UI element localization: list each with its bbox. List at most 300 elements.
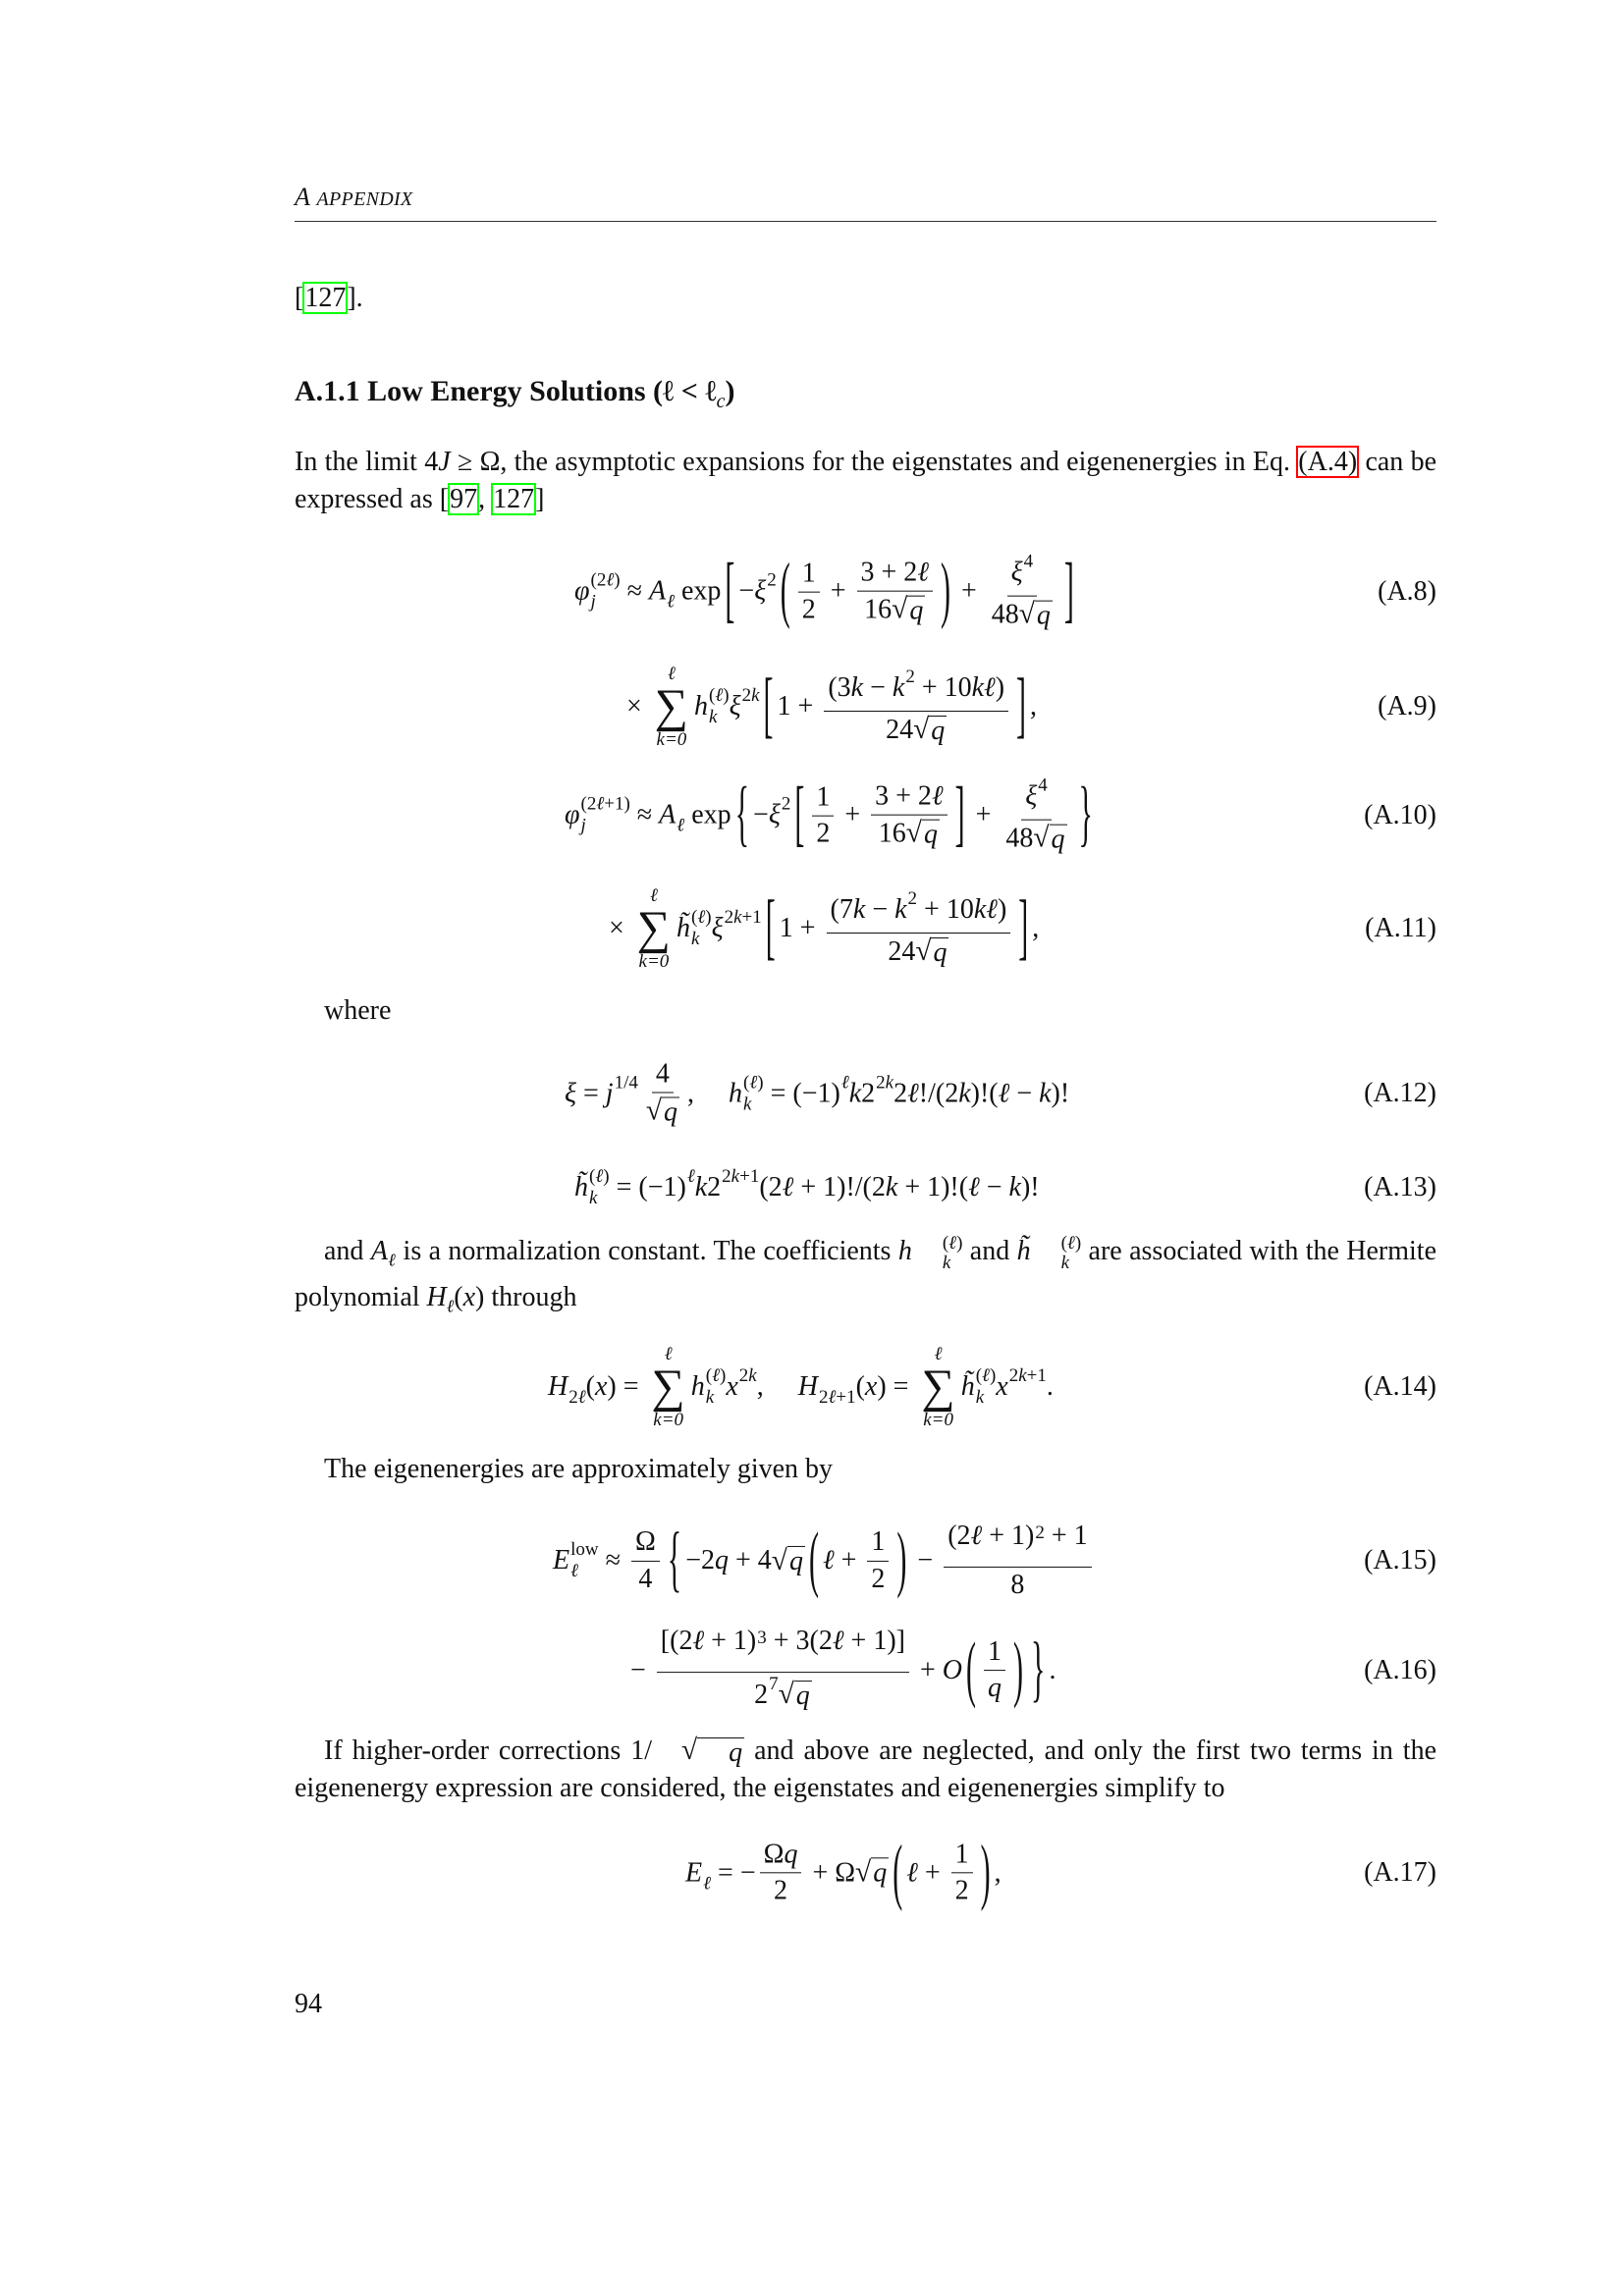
scripted bbox=[861, 1073, 893, 1114]
summation bbox=[652, 1345, 685, 1429]
subscript bbox=[725, 930, 762, 949]
section-close: ) bbox=[725, 375, 735, 407]
math-text: + 3(2 bbox=[766, 1626, 833, 1657]
scripted bbox=[707, 1167, 759, 1208]
square-root bbox=[772, 1545, 805, 1577]
section-sub: c bbox=[716, 391, 726, 412]
math-text: 2 bbox=[816, 818, 831, 849]
superscript bbox=[691, 908, 712, 928]
math-text: 7 bbox=[769, 1674, 779, 1695]
text: and above are neglected, and only the first two terms in the eigenenergy expression are considered, the eigenstates and eigenenergies simplify to bbox=[295, 1735, 1436, 1803]
subscript bbox=[703, 1874, 711, 1894]
paragraph-coefficients: and $A_\ell$ is a normalization constant. The coefficients h (ℓ) k and h̃ (ℓ) k are associated with the Hermite polynomial $H_\ell(x)$ through bbox=[295, 1232, 1437, 1316]
math-text: = (−1) bbox=[763, 1078, 840, 1108]
scripts bbox=[739, 1366, 757, 1408]
scripted bbox=[729, 1073, 764, 1114]
scripts bbox=[769, 1675, 779, 1716]
delimiter: ( bbox=[780, 550, 790, 631]
math-text: 3 bbox=[757, 1628, 767, 1649]
math-text: + 1 bbox=[1044, 1520, 1088, 1551]
delimiter: ] bbox=[1016, 665, 1027, 746]
math-var: k bbox=[1018, 1365, 1027, 1387]
scripts bbox=[667, 571, 675, 613]
citation-link[interactable]: 127 bbox=[304, 283, 347, 313]
denominator bbox=[1006, 1568, 1028, 1601]
delimiter: ) bbox=[940, 550, 950, 631]
numerator bbox=[631, 1526, 660, 1561]
equation-number: (A.11) bbox=[1365, 913, 1436, 943]
text: can be expressed as bbox=[295, 447, 1436, 514]
math-text: ( bbox=[705, 1365, 713, 1387]
header-title: APPENDIX bbox=[316, 188, 413, 210]
math-var: k bbox=[691, 929, 700, 949]
sum-lower: k=0 bbox=[656, 729, 687, 750]
math-var: q bbox=[988, 1673, 1002, 1704]
math-var: ℓ bbox=[968, 1172, 980, 1202]
superscript bbox=[703, 1852, 711, 1872]
superscript bbox=[782, 795, 791, 815]
math-var: k bbox=[958, 1078, 971, 1108]
delimiter: [ bbox=[794, 774, 805, 855]
math-var: ℓ bbox=[577, 1387, 586, 1408]
math-var: k bbox=[850, 671, 864, 703]
equation bbox=[574, 550, 1078, 632]
math-var: E bbox=[553, 1545, 570, 1575]
sep: , bbox=[478, 484, 493, 514]
radicand bbox=[931, 937, 948, 969]
math-text: − bbox=[979, 1172, 1009, 1202]
equation bbox=[565, 1059, 1069, 1129]
math-var: k bbox=[885, 1072, 894, 1094]
numerator bbox=[871, 781, 947, 816]
math-var: ℓ bbox=[712, 1365, 721, 1387]
math-text: + bbox=[917, 1857, 947, 1888]
delimiter: } bbox=[1031, 1629, 1046, 1710]
square-root bbox=[779, 1679, 812, 1712]
math-text: (3 bbox=[828, 671, 851, 703]
math-text: + 1) bbox=[704, 1626, 757, 1657]
math-text: + bbox=[834, 1545, 864, 1575]
sum-upper: ℓ bbox=[934, 1344, 943, 1364]
math-text: ) bbox=[995, 671, 1005, 703]
equation-number: (A.15) bbox=[1364, 1545, 1436, 1575]
text: In the limit 4 bbox=[295, 447, 439, 477]
denominator bbox=[875, 816, 944, 851]
math-text: + Ω bbox=[805, 1857, 856, 1888]
radicand bbox=[787, 1546, 805, 1577]
citation-link[interactable]: 97 bbox=[450, 484, 478, 514]
math-text: exp bbox=[684, 800, 731, 830]
header-prefix: A bbox=[295, 183, 317, 211]
math-text: +1 bbox=[739, 1166, 760, 1188]
math-var: q bbox=[931, 715, 946, 746]
math-text: + bbox=[968, 800, 999, 830]
fraction bbox=[988, 553, 1056, 632]
scripts bbox=[876, 1073, 893, 1114]
equation bbox=[548, 1345, 1054, 1429]
scripts bbox=[841, 1073, 849, 1114]
math-var: h̃ bbox=[677, 913, 691, 943]
superscript bbox=[908, 889, 918, 909]
math-var: ℓ bbox=[907, 1078, 919, 1108]
math-text: − bbox=[630, 1655, 653, 1685]
subscript bbox=[905, 689, 915, 709]
superscript bbox=[687, 1167, 695, 1187]
summation bbox=[655, 665, 688, 749]
math-var: ℓ bbox=[715, 685, 724, 707]
math-text: = bbox=[576, 1078, 606, 1108]
scripted bbox=[1034, 1523, 1045, 1565]
superscript bbox=[589, 1167, 610, 1187]
scripts bbox=[976, 1366, 997, 1408]
math-var: j bbox=[590, 592, 596, 613]
subscript bbox=[908, 911, 918, 931]
delimiter: [ bbox=[765, 886, 776, 968]
citation-link[interactable]: 127 bbox=[493, 484, 535, 514]
superscript bbox=[667, 571, 675, 591]
math-var: A bbox=[659, 800, 677, 830]
math-var: A bbox=[648, 576, 667, 607]
math-var: k bbox=[709, 707, 718, 727]
math-text: (2 bbox=[947, 1520, 971, 1551]
denominator bbox=[884, 934, 952, 969]
math-text: (7 bbox=[830, 893, 853, 925]
scripted bbox=[996, 1366, 1047, 1408]
math-text: 2 bbox=[741, 685, 752, 707]
math-var: q bbox=[873, 1857, 888, 1889]
scripted bbox=[1011, 553, 1034, 594]
subscript bbox=[687, 1189, 695, 1208]
math-var: ℓ bbox=[606, 570, 615, 592]
square-root bbox=[1033, 823, 1066, 856]
math-text: 2 bbox=[871, 1563, 886, 1594]
scripts bbox=[706, 1366, 727, 1408]
math-var: ℓ bbox=[595, 1166, 604, 1188]
summation bbox=[921, 1345, 954, 1429]
scripts bbox=[691, 908, 712, 949]
math-text: +1 bbox=[1026, 1365, 1047, 1387]
sum-lower: k=0 bbox=[653, 1410, 684, 1430]
math-text: + bbox=[953, 576, 984, 607]
fraction bbox=[642, 1059, 683, 1129]
radical-sign: √ bbox=[892, 593, 908, 625]
page-number: 94 bbox=[295, 1989, 322, 2019]
math-var: k bbox=[743, 1094, 752, 1114]
equation bbox=[553, 1521, 1096, 1601]
superscript bbox=[742, 686, 760, 706]
subscript bbox=[876, 1095, 893, 1114]
fraction bbox=[867, 1526, 889, 1594]
numerator bbox=[827, 889, 1011, 934]
math-text: Ω bbox=[634, 1526, 656, 1558]
math-text: − bbox=[865, 893, 895, 925]
delimiter: [ bbox=[763, 665, 774, 746]
superscript bbox=[739, 1366, 757, 1386]
math-text: + 1)!( bbox=[897, 1172, 969, 1202]
scripted bbox=[754, 571, 777, 613]
math-var: k bbox=[705, 1387, 715, 1408]
math-var: x bbox=[726, 1371, 738, 1402]
numerator bbox=[760, 1839, 802, 1873]
paragraph-simplify: If higher-order corrections 1/ √ q and above are neglected, and only the first two terms in the eigenenergy expression are considered, the eigenstates and eigenenergies simplify to bbox=[295, 1735, 1436, 1803]
scripts bbox=[1035, 1523, 1045, 1565]
math-text: + 1) bbox=[982, 1520, 1035, 1551]
subscript bbox=[782, 817, 791, 836]
math-var: ℓ bbox=[697, 907, 706, 929]
fraction bbox=[798, 558, 820, 625]
subscript bbox=[976, 1388, 997, 1408]
math-text: −2 bbox=[685, 1545, 715, 1575]
sigma-symbol: ∑ bbox=[921, 1361, 955, 1413]
math-var: ℓ bbox=[703, 1873, 712, 1894]
math-var: ℓ bbox=[686, 1166, 695, 1188]
superscript bbox=[568, 1366, 585, 1386]
math-var: q bbox=[788, 1545, 803, 1576]
scripted bbox=[548, 1366, 586, 1408]
math-text: , bbox=[1030, 691, 1038, 721]
math-text: low bbox=[570, 1539, 599, 1561]
scripted bbox=[686, 1167, 695, 1208]
text: through bbox=[484, 1281, 577, 1312]
delimiter: [ bbox=[725, 550, 735, 631]
math-var: q bbox=[795, 1680, 810, 1711]
math-text: , bbox=[1032, 913, 1040, 943]
math-var: k bbox=[589, 1188, 598, 1208]
math-var: h̃ bbox=[960, 1371, 975, 1402]
math-var: φ bbox=[574, 576, 590, 607]
math-text: 2 bbox=[722, 1166, 731, 1188]
math-text: 2 bbox=[707, 1172, 722, 1202]
text: and bbox=[324, 1236, 371, 1266]
delimiter: { bbox=[667, 1519, 682, 1600]
superscript bbox=[841, 1073, 849, 1093]
delimiter: ) bbox=[1013, 1629, 1024, 1710]
math-var: ℓ bbox=[931, 780, 944, 812]
math-text: 2 bbox=[1008, 1365, 1019, 1387]
math-var: k bbox=[848, 1078, 862, 1108]
subscript bbox=[691, 930, 712, 949]
math-text: + bbox=[838, 800, 868, 830]
denominator bbox=[867, 1562, 889, 1595]
subscript bbox=[841, 1095, 849, 1114]
denominator bbox=[882, 712, 950, 747]
math-text: 1 bbox=[816, 781, 831, 813]
denominator bbox=[798, 593, 820, 626]
math-text: 4 bbox=[1038, 774, 1048, 796]
math-var: h bbox=[694, 691, 709, 721]
radical-sign: √ bbox=[1033, 822, 1050, 854]
math-var: q bbox=[933, 936, 947, 968]
text: is a normalization constant. The coefficients bbox=[396, 1236, 898, 1266]
scripted bbox=[961, 1366, 997, 1408]
numerator bbox=[824, 667, 1008, 712]
math-text: 2 bbox=[818, 1387, 829, 1408]
denominator bbox=[634, 1562, 656, 1595]
radical-sign: √ bbox=[645, 1095, 662, 1127]
math-var: h̃ bbox=[574, 1172, 588, 1202]
math-text: 2 bbox=[861, 1078, 876, 1108]
section-heading bbox=[295, 375, 735, 413]
equation bbox=[574, 1167, 1040, 1208]
square-root bbox=[1019, 599, 1053, 632]
scripted bbox=[893, 667, 915, 709]
scripted bbox=[840, 1073, 849, 1114]
text: If higher-order corrections 1/ bbox=[324, 1735, 653, 1766]
square-root bbox=[906, 818, 940, 851]
math-text: ( bbox=[975, 1365, 983, 1387]
math-text: 8 bbox=[1010, 1569, 1025, 1600]
subscript bbox=[667, 593, 675, 613]
math-var: kℓ bbox=[971, 671, 996, 703]
scripted bbox=[574, 1167, 610, 1208]
equation-number: (A.12) bbox=[1364, 1078, 1436, 1108]
superscript bbox=[819, 1366, 856, 1386]
math-text: − bbox=[753, 800, 769, 830]
radical-sign: √ bbox=[778, 1678, 794, 1710]
scripted bbox=[694, 686, 730, 727]
denominator bbox=[770, 1874, 791, 1907]
math-text: 2 bbox=[801, 594, 816, 625]
math-text: ( bbox=[743, 1072, 750, 1094]
math-text: 2 bbox=[893, 1078, 908, 1108]
math-text: 2 bbox=[724, 907, 734, 929]
math-var: k bbox=[1008, 1172, 1021, 1202]
math-var: ℓ bbox=[749, 1072, 758, 1094]
scripts bbox=[1024, 553, 1034, 594]
sigma-symbol: ∑ bbox=[636, 902, 672, 954]
math-text: (2 bbox=[759, 1172, 783, 1202]
scripted bbox=[1025, 776, 1048, 818]
math-var: ℓ bbox=[828, 1387, 837, 1408]
scripts bbox=[743, 1073, 764, 1114]
math-text: [(2 bbox=[660, 1626, 693, 1657]
delimiter: ] bbox=[1063, 550, 1074, 631]
delimiter: ) bbox=[896, 1519, 907, 1600]
subscript bbox=[589, 1189, 610, 1208]
math-var: k bbox=[892, 671, 905, 703]
scripts bbox=[908, 889, 918, 931]
math-text: !/(2 bbox=[918, 1078, 959, 1108]
radicand bbox=[1035, 601, 1053, 632]
sigma-symbol: ∑ bbox=[651, 1361, 685, 1413]
math-text: 2 bbox=[781, 794, 791, 816]
sum-lower: k=0 bbox=[638, 951, 670, 972]
subscript bbox=[722, 1189, 759, 1208]
section-title: A.1.1 Low Energy Solutions (ℓ < ℓ bbox=[295, 375, 717, 407]
subscript bbox=[819, 1388, 856, 1408]
math-text: − bbox=[863, 671, 893, 703]
math-var: ξ bbox=[729, 691, 741, 721]
scripted bbox=[659, 795, 684, 836]
subscript bbox=[739, 1388, 757, 1408]
equation-ref-link[interactable]: (A.4) bbox=[1298, 447, 1358, 477]
superscript bbox=[722, 1167, 759, 1187]
sigma-symbol: ∑ bbox=[654, 680, 689, 732]
math-text: 2 bbox=[905, 666, 915, 687]
fraction bbox=[944, 1521, 1091, 1601]
math-text: ≈ bbox=[629, 800, 660, 830]
radicand bbox=[922, 820, 940, 851]
superscript bbox=[581, 795, 630, 815]
math-var: ℓ bbox=[570, 1561, 579, 1581]
math-text: (2 bbox=[580, 794, 597, 816]
math-var: k bbox=[1039, 1078, 1052, 1108]
math-text: ) bbox=[705, 907, 712, 929]
scripts bbox=[687, 1167, 695, 1208]
math-var: q bbox=[1051, 824, 1065, 855]
scripted bbox=[565, 795, 630, 836]
math-text: ≈ bbox=[598, 1545, 627, 1575]
equation-number: (A.9) bbox=[1378, 691, 1436, 721]
denominator bbox=[988, 597, 1056, 632]
where-text: where bbox=[324, 995, 392, 1026]
subscript bbox=[591, 593, 621, 613]
math-var: x bbox=[594, 1371, 608, 1402]
math-var: q bbox=[923, 819, 938, 850]
subscript bbox=[1035, 1545, 1045, 1565]
scripts bbox=[591, 571, 621, 613]
text: and bbox=[962, 1236, 1017, 1266]
fraction bbox=[871, 781, 947, 851]
text: ≥ Ω, the asymptotic expansions for the eigenstates and eigenenergies in Eq. bbox=[450, 447, 1298, 477]
math-text: , bbox=[994, 1857, 1001, 1888]
denominator bbox=[984, 1672, 1005, 1705]
math-var: k bbox=[751, 685, 760, 707]
math-var: ℓ bbox=[832, 1626, 844, 1657]
equation-number: (A.17) bbox=[1364, 1857, 1436, 1888]
scripts bbox=[782, 795, 791, 836]
superscript bbox=[706, 1366, 727, 1386]
numerator bbox=[798, 558, 820, 592]
radical-sign: √ bbox=[855, 1856, 872, 1889]
math-text: , bbox=[756, 1371, 798, 1402]
sum-lower: k=0 bbox=[923, 1410, 953, 1430]
math-var: kℓ bbox=[973, 893, 998, 925]
math-var: k bbox=[733, 907, 742, 929]
math-text: ) = bbox=[877, 1371, 916, 1402]
period: . bbox=[355, 283, 363, 313]
math-text: + 4 bbox=[729, 1545, 772, 1575]
scripted bbox=[712, 908, 762, 949]
scripted bbox=[606, 1073, 638, 1114]
math-text: ) bbox=[997, 893, 1007, 925]
math-text: 2 bbox=[754, 1679, 769, 1710]
superscript bbox=[1009, 1366, 1047, 1386]
math-text: 1 bbox=[871, 1526, 886, 1558]
equation-number: (A.8) bbox=[1378, 576, 1436, 607]
scripts bbox=[757, 1629, 767, 1670]
math-text: + 1)] bbox=[843, 1626, 905, 1657]
fraction bbox=[631, 1526, 660, 1594]
superscript bbox=[757, 1629, 767, 1648]
math-text: 2 bbox=[1035, 1522, 1045, 1543]
scripted bbox=[649, 571, 675, 613]
scripted bbox=[756, 1629, 767, 1670]
scripted bbox=[574, 571, 621, 613]
math-text: × bbox=[626, 691, 649, 721]
scripted bbox=[754, 1675, 779, 1716]
running-header bbox=[295, 183, 412, 212]
math-text: 4 bbox=[655, 1058, 670, 1090]
scripts bbox=[1009, 1366, 1047, 1408]
math-text: 1 bbox=[954, 1839, 969, 1870]
math-text: Ω bbox=[763, 1839, 785, 1870]
math-text: 1 + bbox=[777, 691, 821, 721]
math-text: 48 bbox=[1005, 823, 1034, 854]
math-var: ℓ bbox=[906, 1857, 918, 1888]
radicand bbox=[871, 1858, 889, 1890]
paragraph-eigenenergies: The eigenenergies are approximately given by bbox=[324, 1454, 834, 1484]
